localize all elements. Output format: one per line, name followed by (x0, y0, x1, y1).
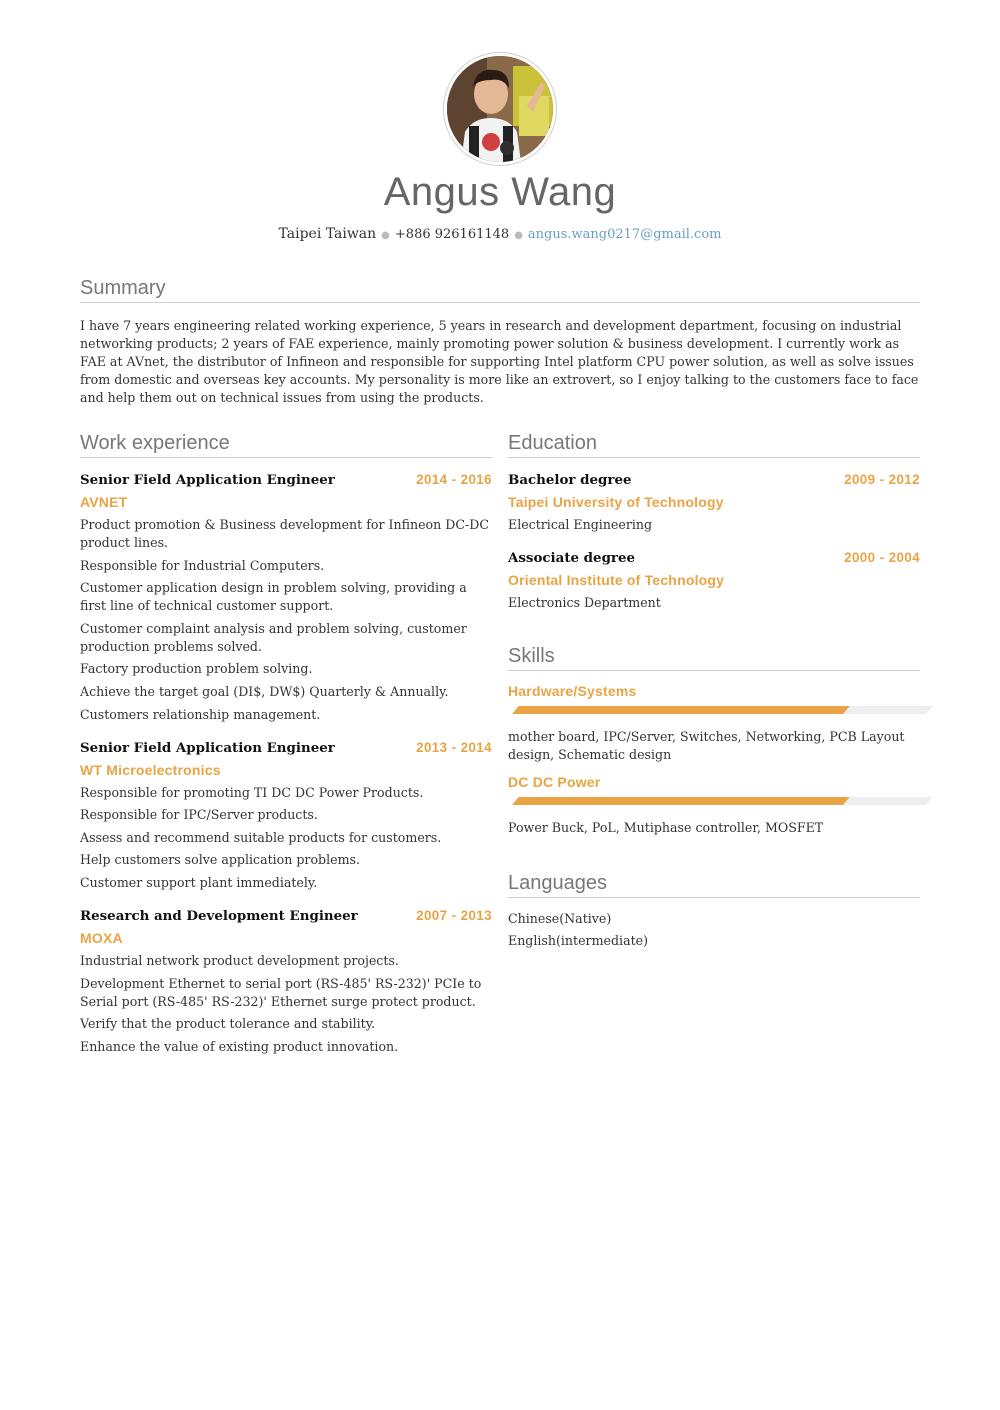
skill-level-bar (512, 797, 933, 805)
company-name: MOXA (80, 929, 123, 946)
languages-section (508, 871, 920, 950)
education-dates: 2000 - 2004 (844, 550, 920, 565)
work-heading: Work experience (80, 431, 492, 458)
company-name: WT Microelectronics (80, 761, 221, 778)
school-name: Taipei University of Technology (508, 494, 724, 510)
email-link[interactable]: angus.wang0217@gmail.com (527, 227, 722, 242)
list-item: Customer complaint analysis and problem solving, customer production problems solved. (80, 620, 467, 654)
summary-heading: Summary (80, 276, 920, 303)
list-item: Factory production problem solving. (80, 661, 313, 677)
list-item: Achieve the target goal (DI$, DW$) Quarterly & Annually. (80, 683, 449, 699)
summary-text: I have 7 years engineering related working experience, 5 years in research and development department, focusing on industrial networking products; 2 years of FAE experience, mainly promoting power solution & business development. I currently work as FAE at AVnet, the distributor of Infineon and responsible for supporting Intel platform CPU power solution, as well as solve issues from domestic and overseas key accounts. My personality is more like an extrovert, so I enjoy talking to the customers face to face and help them out on technical issues from using the products. (80, 318, 919, 405)
list-item: Product promotion & Business development for Infineon DC-DC product lines. (80, 517, 489, 550)
skill-level-bar (512, 706, 933, 714)
degree-title: Bachelor degree (508, 472, 632, 488)
skill-name: Hardware/Systems (508, 683, 637, 699)
skill-item (508, 774, 920, 837)
skill-level-fill (512, 706, 850, 714)
location: Taipei Taiwan (278, 226, 377, 242)
list-item: Assess and recommend suitable products for customers. (80, 829, 442, 845)
list-item: Customers relationship management. (80, 706, 321, 722)
separator-dot-icon: ● (381, 230, 390, 241)
job-title: Senior Field Application Engineer (80, 739, 335, 756)
duties-list (80, 952, 492, 1056)
work-experience-section (80, 431, 492, 1060)
education-heading: Education (508, 431, 920, 458)
skills-heading: Skills (508, 644, 920, 671)
list-item: Development Ethernet to serial port (RS-485' RS-232)' PCIe to Serial port (RS-485' RS-232)' Ethernet surge protect product. (80, 975, 482, 1009)
job-dates: 2014 - 2016 (416, 472, 492, 487)
skills-section (508, 644, 920, 837)
separator-dot-icon: ● (514, 230, 523, 241)
skill-level-fill (512, 797, 850, 805)
work-entry (80, 908, 492, 1056)
duties-list (80, 516, 492, 724)
avatar-photo-icon (447, 56, 553, 162)
skill-name: DC DC Power (508, 774, 601, 790)
job-title: Senior Field Application Engineer (80, 472, 335, 488)
list-item: Chinese(Native) (508, 911, 612, 926)
education-dates: 2009 - 2012 (844, 472, 920, 487)
job-title: Research and Development Engineer (80, 907, 358, 924)
skill-description: Power Buck, PoL, Mutiphase controller, MOSFET (508, 820, 824, 835)
company-name: AVNET (80, 494, 128, 510)
list-item: Responsible for IPC/Server products. (80, 807, 318, 823)
duties-list (80, 784, 492, 892)
skill-description: mother board, IPC/Server, Switches, Networking, PCB Layout design, Schematic design (508, 729, 905, 762)
list-item: Responsible for promoting TI DC DC Power Products. (80, 784, 424, 800)
job-dates: 2013 - 2014 (416, 739, 492, 755)
education-entry (508, 550, 920, 612)
summary-section (80, 276, 920, 407)
languages-heading: Languages (508, 871, 920, 898)
list-item: English(intermediate) (508, 933, 649, 948)
right-column (508, 431, 920, 954)
languages-list (508, 910, 920, 950)
field-of-study: Electrical Engineering (508, 517, 653, 532)
school-name: Oriental Institute of Technology (508, 572, 725, 588)
contact-line (0, 226, 1000, 242)
skill-item (508, 683, 920, 764)
list-item: Industrial network product development projects. (80, 952, 399, 968)
list-item: Responsible for Industrial Computers. (80, 557, 325, 573)
list-item: Verify that the product tolerance and stability. (80, 1016, 376, 1032)
list-item: Customer support plant immediately. (80, 874, 318, 890)
list-item: Enhance the value of existing product innovation. (80, 1038, 399, 1054)
work-entry (80, 740, 492, 892)
work-entry (80, 472, 492, 724)
candidate-name: Angus Wang (383, 170, 617, 214)
list-item: Help customers solve application problems. (80, 852, 360, 868)
list-item: Customer application design in problem solving, providing a first line of technical customer support. (80, 580, 467, 614)
job-dates: 2007 - 2013 (416, 907, 492, 923)
field-of-study: Electronics Department (508, 595, 661, 610)
degree-title: Associate degree (508, 550, 636, 566)
avatar (447, 56, 553, 162)
education-entry (508, 472, 920, 534)
avatar-frame (443, 52, 557, 166)
phone-number: +886 926161148 (394, 227, 510, 242)
